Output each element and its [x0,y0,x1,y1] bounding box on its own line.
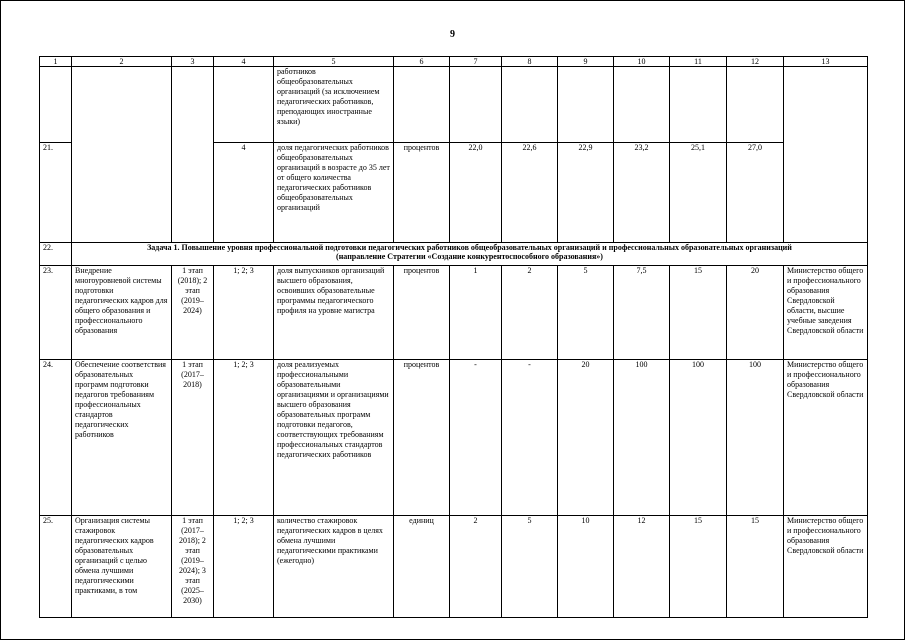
indicator-text: доля педагогических работников общеобразовательных организаций в возрасте до 35 лет от общего количества педагогических работников общеобразовательных организаций [274,143,394,243]
value-2020: - [502,360,558,516]
value-2019: 2 [450,516,502,618]
stage-text: 1 этап (2018); 2 этап (2019–2024) [172,266,214,360]
measure-text: Организация системы стажировок педагогических кадров образовательных организаций с целью обмена лучшими педагогическими практиками, в том [72,516,172,618]
goal-number: 1; 2; 3 [214,360,274,516]
value-2024: 100 [727,360,784,516]
row-number: 23. [40,266,72,360]
value-2023: 15 [670,266,727,360]
value-2022: 100 [614,360,670,516]
executor-text: Министерство общего и профессионального образования Свердловской области [784,516,868,618]
column-number: 4 [214,57,274,67]
executor-cell [784,67,868,243]
stage-text: 1 этап (2017–2018) [172,360,214,516]
value-2021: 20 [558,360,614,516]
indicator-text: доля реализуемых профессиональными образовательными организациями и организациями высшего образования образовательных программ подготовки педагогов, соответствующих требованиям профессиональных стандартов педагогических работников [274,360,394,516]
value-2021: 10 [558,516,614,618]
stage-cell [172,67,214,243]
column-number: 11 [670,57,727,67]
goal-number: 1; 2; 3 [214,516,274,618]
value-2023: 15 [670,516,727,618]
indicators-table [39,56,868,618]
page-number: 9 [450,29,455,40]
value-2023: 100 [670,360,727,516]
column-number: 5 [274,57,394,67]
value-cell [558,67,614,143]
value-2019: - [450,360,502,516]
unit-text: процентов [394,360,450,516]
stage-text: 1 этап (2017–2018); 2 этап (2019–2024); 3 этап (2025–2030) [172,516,214,618]
value-2021: 22,9 [558,143,614,243]
indicator-cell: работников общеобразовательных организаций (за исключением педагогических работников, преподающих иностранные языки) [274,67,394,143]
measure-text: Внедрение многоуровневой системы подготовки педагогических кадров для общего образования и профессионального образования [72,266,172,360]
column-number: 13 [784,57,868,67]
column-number: 12 [727,57,784,67]
measure-cell [72,67,172,243]
value-cell [727,67,784,143]
unit-text: единиц [394,516,450,618]
column-number: 1 [40,57,72,67]
value-2019: 22,0 [450,143,502,243]
row-number-cell [40,67,72,143]
value-2022: 23,2 [614,143,670,243]
measure-text: Обеспечение соответствия образовательных программ подготовки педагогов требованиям профессиональных стандартов педагогических работников [72,360,172,516]
goal-number: 1; 2; 3 [214,266,274,360]
value-2020: 5 [502,516,558,618]
indicator-text: доля выпускников организаций высшего образования, освоивших образовательные программы педагогического профиля на уровне магистра [274,266,394,360]
value-cell [670,67,727,143]
value-cell [614,67,670,143]
value-2022: 7,5 [614,266,670,360]
column-number: 2 [72,57,172,67]
value-cell [502,67,558,143]
value-2023: 25,1 [670,143,727,243]
column-number: 6 [394,57,450,67]
executor-text: Министерство общего и профессионального образования Свердловской области, высшие учебные заведения Свердловской области [784,266,868,360]
value-2022: 12 [614,516,670,618]
row-number: 21. [40,143,72,243]
unit-text: процентов [394,266,450,360]
value-2024: 20 [727,266,784,360]
column-number: 9 [558,57,614,67]
task-heading [72,243,868,266]
column-number: 3 [172,57,214,67]
column-number: 7 [450,57,502,67]
table-row-23 [40,266,868,360]
value-cell [450,67,502,143]
value-2021: 5 [558,266,614,360]
value-2024: 27,0 [727,143,784,243]
unit-text: процентов [394,143,450,243]
value-2019: 1 [450,266,502,360]
goal-number: 4 [214,143,274,243]
goal-cell [214,67,274,143]
task-direction: (направление Стратегии «Создание конкурентоспособного образования») [336,252,603,261]
row-number: 22. [40,243,72,266]
task-title: Задача 1. Повышение уровня профессиональной подготовки педагогических работников общеобразовательных организаций и профессиональных образовательных организаций [147,243,792,252]
column-number: 8 [502,57,558,67]
value-2024: 15 [727,516,784,618]
value-2020: 22,6 [502,143,558,243]
table-row-22 [40,243,868,266]
unit-cell [394,67,450,143]
executor-text: Министерство общего и профессионального образования Свердловской области [784,360,868,516]
column-number: 10 [614,57,670,67]
value-2020: 2 [502,266,558,360]
row-number: 25. [40,516,72,618]
column-number-row [40,57,868,67]
table-row-25 [40,516,868,618]
table-row-continuation [40,67,868,143]
table-row-24 [40,360,868,516]
row-number: 24. [40,360,72,516]
indicator-text: количество стажировок педагогических кадров в целях обмена лучшими педагогическими практиками (ежегодно) [274,516,394,618]
